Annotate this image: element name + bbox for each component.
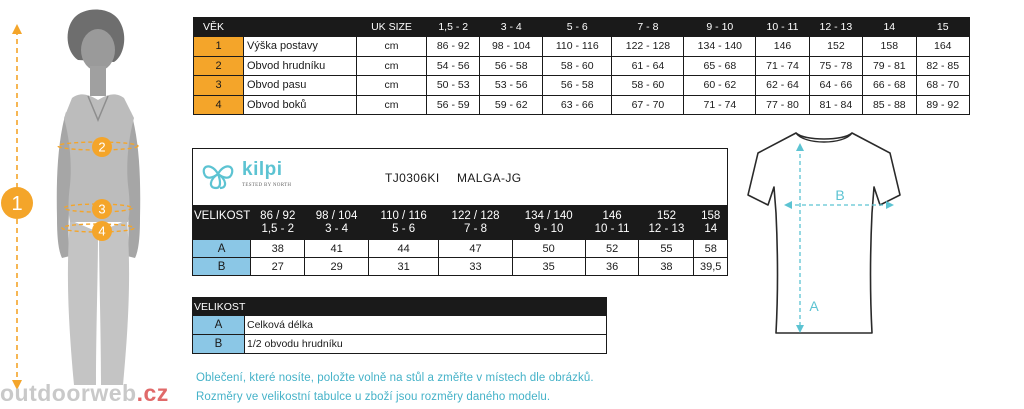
marker-1-icon — [0, 186, 34, 220]
table-cell: 82 - 85 — [916, 56, 969, 76]
height-header: 98 / 104 — [305, 206, 369, 223]
marker-3-icon — [91, 198, 113, 220]
instruction-note: Oblečení, které nosíte, položte volně na stůl a změřte v místech dle obrázků. — [196, 372, 594, 384]
shirt-label-a: A — [809, 298, 819, 314]
row-number: 1 — [194, 37, 244, 57]
legend-header-label: VELIKOST — [193, 298, 607, 316]
age-header: 3 - 4 — [305, 223, 369, 240]
table-cell: 65 - 68 — [684, 56, 756, 76]
row-unit: cm — [357, 56, 427, 76]
size-header: 9 - 10 — [684, 18, 756, 37]
table-cell: 75 - 78 — [809, 56, 862, 76]
watermark: outdoorweb.cz — [0, 380, 169, 406]
velikost-header-blank — [193, 223, 251, 240]
marker-4-icon — [91, 220, 113, 242]
table-cell: 35 — [512, 258, 585, 276]
marker-2-icon — [91, 136, 113, 158]
age-header: 5 - 6 — [368, 223, 439, 240]
row-label: Výška postavy — [244, 37, 357, 57]
row-unit: cm — [357, 95, 427, 115]
table-cell: 158 — [863, 37, 916, 57]
table-row — [194, 95, 970, 115]
table-cell: 86 - 92 — [427, 37, 480, 57]
brand-name: kilpi — [242, 159, 283, 180]
row-key: A — [193, 316, 245, 335]
table-cell: 64 - 66 — [809, 76, 862, 96]
table-cell: 77 - 80 — [756, 95, 809, 115]
table-row — [194, 56, 970, 76]
row-description: Celková délka — [245, 316, 607, 335]
age-header: 1,5 - 2 — [251, 223, 305, 240]
table-cell: 66 - 68 — [863, 76, 916, 96]
tshirt-outline-illustration — [744, 125, 904, 340]
table-cell: 71 - 74 — [684, 95, 756, 115]
height-header: 158 — [694, 206, 728, 223]
legend-header — [193, 298, 607, 316]
table-cell: 38 — [639, 258, 694, 276]
marker-3-label: 3 — [98, 201, 106, 217]
table-cell: 33 — [439, 258, 512, 276]
table-row — [193, 316, 607, 335]
product-name: MALGA-JG — [457, 171, 522, 185]
table-cell: 79 - 81 — [863, 56, 916, 76]
table-cell: 146 — [756, 37, 809, 57]
table-cell: 47 — [439, 240, 512, 258]
age-header: 14 — [694, 223, 728, 240]
height-header: 110 / 116 — [368, 206, 439, 223]
table-cell: 81 - 84 — [809, 95, 862, 115]
age-header: 12 - 13 — [639, 223, 694, 240]
row-key: A — [193, 240, 251, 258]
row-number: 3 — [194, 76, 244, 96]
table-cell: 68 - 70 — [916, 76, 969, 96]
table-row — [194, 76, 970, 96]
size-header: 15 — [916, 18, 969, 37]
row-number: 4 — [194, 95, 244, 115]
table-cell: 56 - 58 — [543, 76, 612, 96]
table-cell: 58 — [694, 240, 728, 258]
table-cell: 50 - 53 — [427, 76, 480, 96]
row-key: B — [193, 258, 251, 276]
row-unit: cm — [357, 76, 427, 96]
marker-1-label: 1 — [11, 193, 23, 215]
brand-tagline: TESTED BY NORTH — [242, 183, 292, 188]
kilpi-knot-icon — [198, 157, 238, 191]
age-header: 9 - 10 — [512, 223, 585, 240]
table-cell: 29 — [305, 258, 369, 276]
row-label: Obvod hrudníku — [244, 56, 357, 76]
row-key: B — [193, 335, 245, 354]
row-unit: cm — [357, 37, 427, 57]
marker-2-label: 2 — [98, 139, 106, 155]
row-label: Obvod pasu — [244, 76, 357, 96]
size-table-header — [194, 18, 970, 37]
table-cell: 110 - 116 — [543, 37, 612, 57]
table-cell: 56 - 59 — [427, 95, 480, 115]
table-cell: 41 — [305, 240, 369, 258]
row-number: 2 — [194, 56, 244, 76]
table-cell: 89 - 92 — [916, 95, 969, 115]
table-row — [193, 335, 607, 354]
table-cell: 52 — [585, 240, 639, 258]
garment-measurement-table — [192, 205, 728, 276]
row-description: 1/2 obvodu hrudníku — [245, 335, 607, 354]
size-header: 5 - 6 — [543, 18, 612, 37]
table-cell: 61 - 64 — [612, 56, 684, 76]
table-cell: 56 - 58 — [480, 56, 543, 76]
marker-4-label: 4 — [98, 223, 106, 239]
height-header: 86 / 92 — [251, 206, 305, 223]
size-header: 12 - 13 — [809, 18, 862, 37]
body-measurement-figure — [0, 0, 185, 409]
height-header: 122 / 128 — [439, 206, 512, 223]
table-cell: 85 - 88 — [863, 95, 916, 115]
size-header: 14 — [863, 18, 916, 37]
garment-header-heights — [193, 206, 728, 223]
table-cell: 58 - 60 — [612, 76, 684, 96]
brand-logo — [198, 157, 298, 191]
table-cell: 55 — [639, 240, 694, 258]
table-cell: 50 — [512, 240, 585, 258]
table-cell: 62 - 64 — [756, 76, 809, 96]
table-cell: 31 — [368, 258, 439, 276]
row-label: Obvod boků — [244, 95, 357, 115]
table-cell: 53 - 56 — [480, 76, 543, 96]
height-header: 134 / 140 — [512, 206, 585, 223]
instruction-note: Rozměry ve velikostní tabulce u zboží jsou rozměry daného modelu. — [196, 391, 551, 403]
table-cell: 63 - 66 — [543, 95, 612, 115]
size-header: 7 - 8 — [612, 18, 684, 37]
size-header: 3 - 4 — [480, 18, 543, 37]
shirt-label-b: B — [835, 187, 845, 203]
age-header: 7 - 8 — [439, 223, 512, 240]
table-cell: 59 - 62 — [480, 95, 543, 115]
height-header: 152 — [639, 206, 694, 223]
measurement-legend-table — [192, 297, 607, 354]
product-header — [192, 148, 728, 206]
garment-header-ages — [193, 223, 728, 240]
height-header: 146 — [585, 206, 639, 223]
table-cell: 134 - 140 — [684, 37, 756, 57]
size-header: 1,5 - 2 — [427, 18, 480, 37]
table-cell: 164 — [916, 37, 969, 57]
table-cell: 44 — [368, 240, 439, 258]
table-cell: 39,5 — [694, 258, 728, 276]
uk-size-header: UK SIZE — [357, 18, 427, 37]
size-table — [193, 17, 970, 115]
table-row — [193, 258, 728, 276]
age-header: VĚK — [194, 18, 357, 37]
product-code: TJ0306KI — [385, 171, 440, 185]
table-cell: 27 — [251, 258, 305, 276]
velikost-header: VELIKOST — [193, 206, 251, 223]
table-cell: 71 - 74 — [756, 56, 809, 76]
table-cell: 58 - 60 — [543, 56, 612, 76]
age-header: 10 - 11 — [585, 223, 639, 240]
table-cell: 38 — [251, 240, 305, 258]
table-cell: 60 - 62 — [684, 76, 756, 96]
table-cell: 36 — [585, 258, 639, 276]
size-header: 10 - 11 — [756, 18, 809, 37]
table-cell: 54 - 56 — [427, 56, 480, 76]
table-cell: 67 - 70 — [612, 95, 684, 115]
table-cell: 98 - 104 — [480, 37, 543, 57]
table-row — [193, 240, 728, 258]
table-cell: 152 — [809, 37, 862, 57]
table-cell: 122 - 128 — [612, 37, 684, 57]
table-row — [194, 37, 970, 57]
